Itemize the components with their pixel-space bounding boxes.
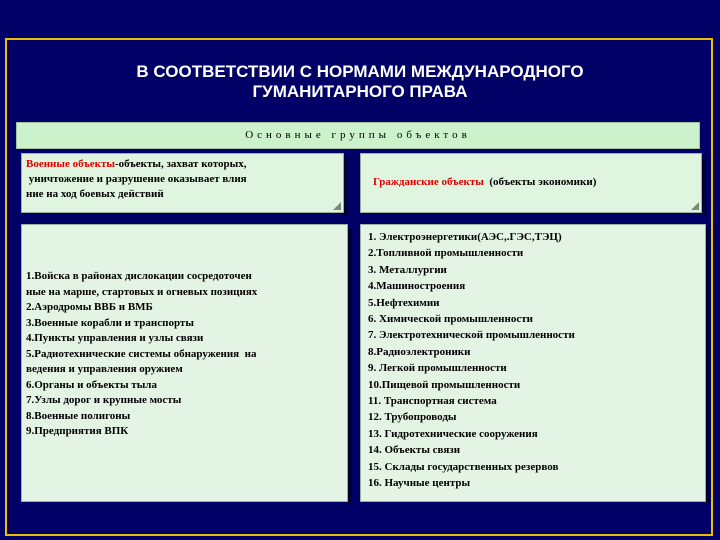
- list-item: 14. Объекты связи: [368, 444, 461, 457]
- list-item: 16. Научные центры: [368, 477, 471, 490]
- military-desc-1: -объекты, захват которых,: [114, 158, 247, 170]
- list-item: 9. Легкой промышленности: [368, 362, 507, 375]
- list-item: 13. Гидротехнические сооружения: [368, 427, 538, 440]
- groups-header: Основные группы объектов: [16, 122, 700, 149]
- list-item: 6.Органы и объекты тыла: [26, 378, 157, 391]
- list-item: 7.Узлы дорог и крупные мосты: [26, 394, 182, 406]
- list-item: 4.Машиностроения: [368, 280, 466, 293]
- civil-desc: (объекты экономики): [483, 176, 597, 188]
- list-item: 2.Аэродромы ВВБ и ВМБ: [26, 301, 153, 313]
- civil-term: Гражданские объекты: [373, 176, 484, 188]
- list-item: 4.Пункты управления и узлы связи: [26, 332, 204, 344]
- list-item: 1. Электроэнергетики(АЭС,.ГЭС,ТЭЦ): [368, 231, 562, 243]
- title-line-2: ГУМАНИТАРНОГО ПРАВА: [252, 82, 468, 101]
- list-item: 1.Войска в районах дислокации сосредоточен: [26, 270, 252, 282]
- civil-definition-box: [360, 153, 702, 213]
- list-item: 5.Радиотехнические системы обнаружения на: [26, 347, 257, 360]
- list-item: 7. Электротехнической промышленности: [368, 329, 575, 342]
- military-desc-2: уничтожение и разрушение оказывает влия: [26, 173, 247, 185]
- military-desc-3: ние на ход боевых действий: [26, 188, 164, 200]
- list-item: 5.Нефтехимии: [368, 296, 440, 309]
- civil-objects-list: [360, 224, 706, 502]
- list-item: 6. Химической промышленности: [368, 313, 533, 326]
- list-item: 2.Топливной промышленности: [368, 247, 524, 260]
- list-item: ведения и управления оружием: [26, 363, 183, 375]
- list-item: 10.Пищевой промышленности: [368, 378, 521, 391]
- list-item: 9.Предприятия ВПК: [26, 425, 129, 437]
- title-line-1: В СООТВЕТСТВИИ С НОРМАМИ МЕЖДУНАРОДНОГО: [136, 62, 584, 81]
- list-item: 3.Военные корабли и транспорты: [26, 316, 194, 329]
- military-objects-list: [21, 224, 348, 502]
- list-item: 8.Радиоэлектроники: [368, 345, 471, 358]
- list-item: 15. Склады государственных резервов: [368, 460, 559, 473]
- list-item: ные на марше, стартовых и огневых позициях: [26, 285, 258, 298]
- list-item: 12. Трубопроводы: [368, 411, 457, 424]
- slide-title: [40, 62, 680, 102]
- list-item: 8.Военные полигоны: [26, 409, 131, 422]
- fold-corner-icon: [333, 202, 341, 210]
- military-term: Военные объекты: [26, 158, 115, 170]
- list-item: 11. Транспортная система: [368, 395, 497, 408]
- military-definition-box: [21, 153, 344, 213]
- list-item: 3. Металлургии: [368, 263, 447, 276]
- fold-corner-icon: [691, 202, 699, 210]
